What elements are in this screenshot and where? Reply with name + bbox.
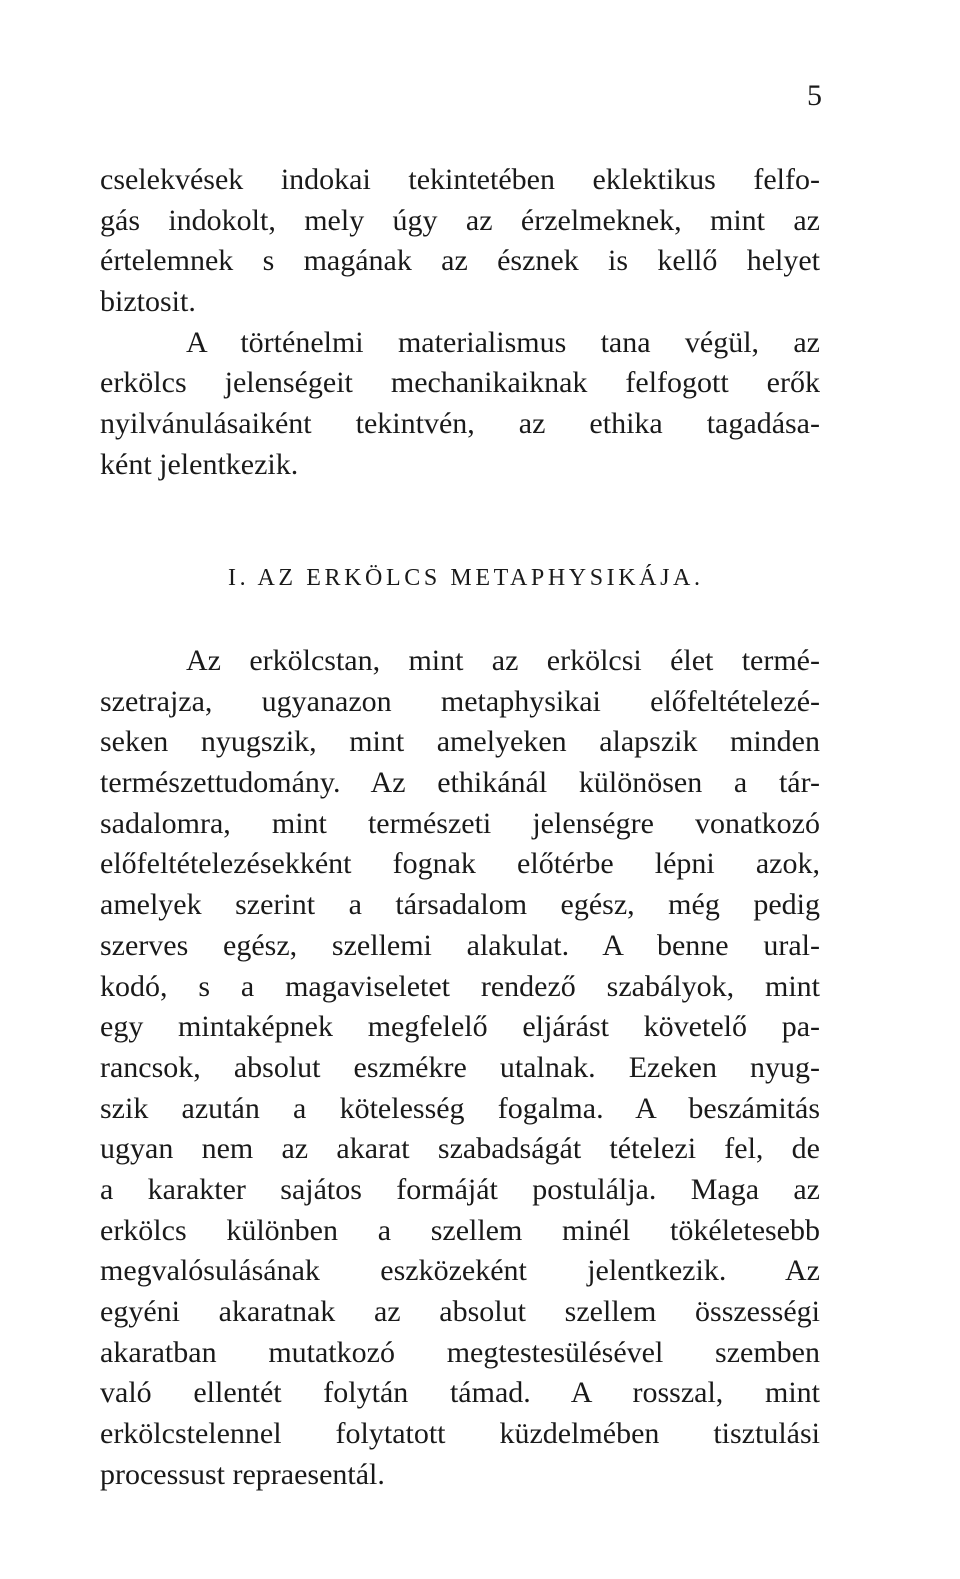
paragraph-line: szetrajza, ugyanazon metaphysikai előfeltételezé- — [100, 684, 820, 718]
paragraph-line: nyilvánulásaiként tekintvén, az ethika tagadása- — [100, 407, 820, 441]
paragraph-line: amelyek szerint a társadalom egész, még pedig — [100, 888, 820, 922]
paragraph-line: erkölcstelennel folytatott küzdelmében tisztulási — [100, 1417, 820, 1451]
paragraph-line: erkölcs különben a szellem minél tökéletesebb — [100, 1213, 820, 1247]
paragraph-line: processust repraesentál. — [100, 1457, 385, 1491]
paragraph-line: rancsok, absolut eszmékre utalnak. Ezeken nyug- — [100, 1050, 820, 1084]
paragraph-line: sadalomra, mint természeti jelenségre vonatkozó — [100, 806, 820, 840]
paragraph-line: való ellentét folytán támad. A rosszal, mint — [100, 1376, 820, 1410]
paragraph-line: szerves egész, szellemi alakulat. A benne ural- — [100, 928, 820, 962]
paragraph-line: előfeltételezésekként fognak előtérbe lépni azok, — [100, 847, 820, 881]
paragraph-line: egy mintaképnek megfelelő eljárást követelő pa- — [100, 1010, 820, 1044]
paragraph-line: természettudomány. Az ethikánál különösen a tár- — [100, 766, 820, 800]
paragraph-line: erkölcs jelenségeit mechanikaiknak felfogott erők — [100, 366, 820, 400]
paragraph-line: a karakter sajátos formáját postulálja. Maga az — [100, 1172, 820, 1206]
body-text-main — [100, 641, 820, 1495]
paragraph-line: A történelmi materialismus tana végül, az — [186, 325, 820, 359]
paragraph-line: seken nyugszik, mint amelyeken alapszik minden — [100, 725, 820, 759]
paragraph-line: biztosit. — [100, 285, 196, 319]
section-heading: I. AZ ERKÖLCS METAPHYSIKÁJA. — [228, 565, 704, 591]
paragraph-line: megvalósulásának eszközeként jelentkezik. Az — [100, 1254, 820, 1288]
paragraph-line: szik azután a kötelesség fogalma. A beszámitás — [100, 1091, 820, 1125]
paragraph-line: cselekvések indokai tekintetében eklektikus felfo- — [100, 163, 820, 196]
paragraph-line: ként jelentkezik. — [100, 447, 299, 481]
paragraph-line: akaratban mutatkozó megtestesülésével szemben — [100, 1335, 820, 1369]
body-text-top — [100, 160, 820, 486]
paragraph-line: értelemnek s magának az észnek is kellő helyet — [100, 244, 820, 278]
page-number: 5 — [807, 79, 822, 112]
paragraph-line: ugyan nem az akarat szabadságát tételezi fel, de — [100, 1132, 820, 1166]
paragraph-line: gás indokolt, mely úgy az érzelmeknek, mint az — [100, 203, 820, 237]
paragraph-line: Az erkölcstan, mint az erkölcsi élet termé- — [186, 644, 820, 677]
paragraph-line: egyéni akaratnak az absolut szellem összességi — [100, 1295, 820, 1328]
paragraph-line: kodó, s a magaviseletet rendező szabályok, mint — [100, 969, 820, 1003]
